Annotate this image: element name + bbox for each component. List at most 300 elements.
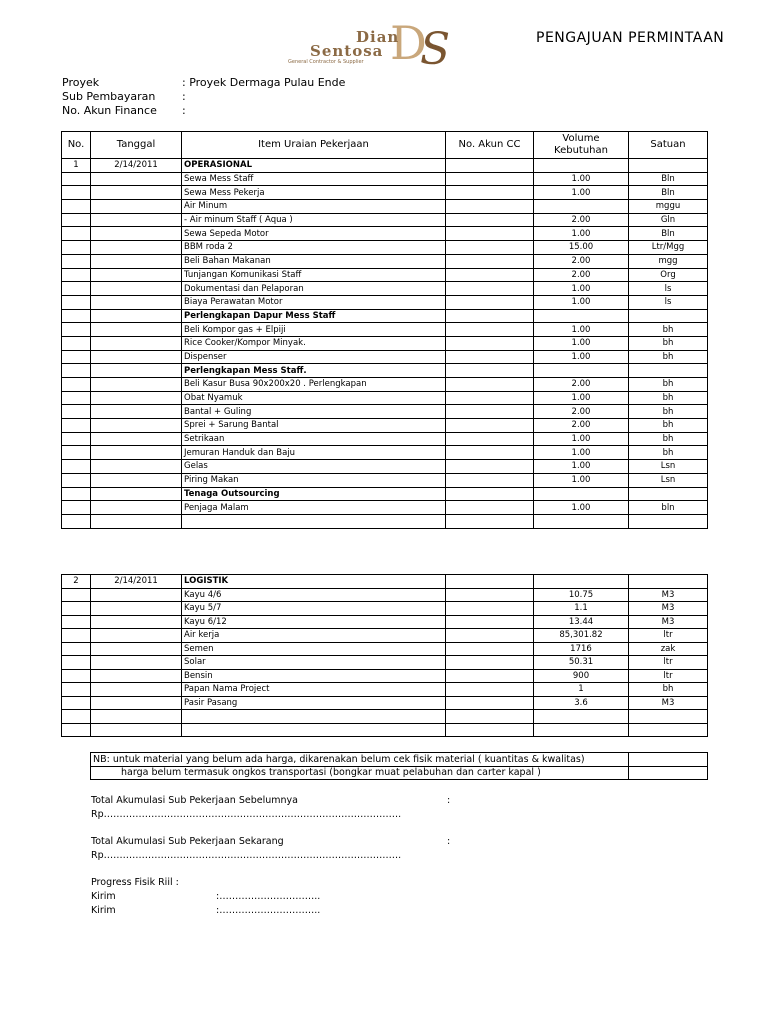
table-row (62, 213, 708, 227)
table-body (62, 575, 708, 737)
table-row (62, 405, 708, 419)
kirim-label-1: Kirim (91, 891, 116, 902)
cell-no (62, 514, 91, 528)
cell-volume: 1.00 (534, 350, 629, 364)
cell-volume: 13.44 (534, 615, 629, 629)
cell-unit: mggu (629, 200, 708, 214)
cell-date (91, 282, 182, 296)
cell-date (91, 309, 182, 323)
cell-item: Gelas (182, 460, 446, 474)
cell-volume: 1716 (534, 642, 629, 656)
cell-date (91, 350, 182, 364)
cell-item: - Air minum Staff ( Aqua ) (182, 213, 446, 227)
meta-value: : (182, 104, 186, 117)
cell-unit: ls (629, 282, 708, 296)
cell-unit: zak (629, 642, 708, 656)
cell-akun-cc (446, 432, 534, 446)
cell-date (91, 200, 182, 214)
cell-no (62, 642, 91, 656)
cell-date (91, 172, 182, 186)
col-header-tanggal: Tanggal (91, 132, 182, 159)
cell-unit: bh (629, 432, 708, 446)
cell-no (62, 501, 91, 515)
cell-unit: mgg (629, 254, 708, 268)
cell-no (62, 473, 91, 487)
cell-akun-cc (446, 159, 534, 173)
cell-akun-cc (446, 656, 534, 670)
table-row (62, 391, 708, 405)
cell-item: Beli Kompor gas + Elpiji (182, 323, 446, 337)
meta-label: Sub Pembayaran (62, 90, 156, 103)
cell-volume (534, 710, 629, 724)
cell-no (62, 200, 91, 214)
table-header-row (62, 132, 708, 159)
cell-no (62, 254, 91, 268)
cell-unit (629, 364, 708, 378)
table-row (62, 602, 708, 616)
table-row (62, 282, 708, 296)
cell-akun-cc (446, 602, 534, 616)
cell-date (91, 432, 182, 446)
total-curr-colon: : (447, 836, 451, 847)
cell-unit: M3 (629, 602, 708, 616)
cell-item: Kayu 4/6 (182, 588, 446, 602)
note-line-1: NB: untuk material yang belum ada harga, dikarenakan belum cek fisik material ( kuantitas & kwalitas) (91, 753, 629, 767)
cell-akun-cc (446, 241, 534, 255)
cell-no (62, 309, 91, 323)
table-row (62, 588, 708, 602)
cell-unit: bln (629, 501, 708, 515)
table-row (62, 323, 708, 337)
cell-no (62, 268, 91, 282)
document-title: PENGAJUAN PERMINTAAN (536, 30, 725, 46)
cell-akun-cc (446, 227, 534, 241)
cell-unit: bh (629, 419, 708, 433)
cell-akun-cc (446, 364, 534, 378)
table-row (62, 629, 708, 643)
cell-volume: 2.00 (534, 213, 629, 227)
table-row (62, 710, 708, 724)
cell-item: BBM roda 2 (182, 241, 446, 255)
meta-label: Proyek (62, 76, 100, 89)
cell-akun-cc (446, 642, 534, 656)
cell-akun-cc (446, 391, 534, 405)
cell-volume: 2.00 (534, 378, 629, 392)
cell-item: Pasir Pasang (182, 696, 446, 710)
table-row (62, 514, 708, 528)
cell-no (62, 588, 91, 602)
table-row (62, 350, 708, 364)
cell-item (182, 514, 446, 528)
cell-item: Tunjangan Komunikasi Staff (182, 268, 446, 282)
cell-date: 2/14/2011 (91, 159, 182, 173)
table-row (62, 656, 708, 670)
cell-item: Sewa Sepeda Motor (182, 227, 446, 241)
cell-no (62, 350, 91, 364)
cell-volume: 1.00 (534, 336, 629, 350)
cell-no (62, 710, 91, 724)
cell-item: Kayu 6/12 (182, 615, 446, 629)
cell-akun-cc (446, 213, 534, 227)
table-row (62, 227, 708, 241)
cell-date (91, 378, 182, 392)
cell-date (91, 446, 182, 460)
cell-volume: 1.00 (534, 172, 629, 186)
cell-no (62, 405, 91, 419)
cell-akun-cc (446, 254, 534, 268)
cell-unit: M3 (629, 615, 708, 629)
cell-date (91, 669, 182, 683)
table-row (62, 295, 708, 309)
cell-akun-cc (446, 696, 534, 710)
cell-volume: 85,301.82 (534, 629, 629, 643)
cell-volume: 10.75 (534, 588, 629, 602)
cell-no (62, 213, 91, 227)
cell-unit: Org (629, 268, 708, 282)
kirim-label-2: Kirim (91, 905, 116, 916)
cell-item: Bensin (182, 669, 446, 683)
cell-akun-cc (446, 683, 534, 697)
cell-item: Piring Makan (182, 473, 446, 487)
cell-date (91, 419, 182, 433)
cell-date (91, 473, 182, 487)
cell-date (91, 696, 182, 710)
cell-unit: M3 (629, 588, 708, 602)
cell-date (91, 514, 182, 528)
cell-no (62, 487, 91, 501)
table-row (62, 642, 708, 656)
cell-item: Sewa Mess Pekerja (182, 186, 446, 200)
cell-date (91, 723, 182, 737)
cell-unit: Bln (629, 172, 708, 186)
cell-no (62, 446, 91, 460)
cell-item: Sprei + Sarung Bantal (182, 419, 446, 433)
cell-volume: 50.31 (534, 656, 629, 670)
cell-no (62, 295, 91, 309)
cell-unit: bh (629, 683, 708, 697)
cell-akun-cc (446, 473, 534, 487)
cell-unit: bh (629, 391, 708, 405)
cell-unit: bh (629, 446, 708, 460)
table-row (62, 378, 708, 392)
request-table-logistik (61, 574, 708, 737)
cell-no (62, 378, 91, 392)
cell-date (91, 501, 182, 515)
cell-no (62, 336, 91, 350)
cell-volume: 3.6 (534, 696, 629, 710)
cell-item: LOGISTIK (182, 575, 446, 589)
cell-item: OPERASIONAL (182, 159, 446, 173)
cell-volume: 1.00 (534, 501, 629, 515)
cell-unit: Lsn (629, 460, 708, 474)
cell-unit: bh (629, 378, 708, 392)
cell-item: Semen (182, 642, 446, 656)
cell-date (91, 227, 182, 241)
cell-no: 2 (62, 575, 91, 589)
cell-item: Papan Nama Project (182, 683, 446, 697)
cell-volume: 2.00 (534, 254, 629, 268)
cell-volume: 1.00 (534, 323, 629, 337)
col-header-item: Item Uraian Pekerjaan (182, 132, 446, 159)
cell-akun-cc (446, 172, 534, 186)
table-row (62, 723, 708, 737)
table-row (62, 159, 708, 173)
cell-no (62, 391, 91, 405)
cell-item: Bantal + Guling (182, 405, 446, 419)
cell-date (91, 241, 182, 255)
logo-name-line1: Dian (356, 28, 400, 46)
cell-item: Dokumentasi dan Pelaporan (182, 282, 446, 296)
cell-akun-cc (446, 710, 534, 724)
cell-volume: 1.00 (534, 186, 629, 200)
table-row (62, 473, 708, 487)
cell-date (91, 405, 182, 419)
col-header-akun-cc: No. Akun CC (446, 132, 534, 159)
cell-akun-cc (446, 268, 534, 282)
cell-item: Rice Cooker/Kompor Minyak. (182, 336, 446, 350)
total-prev-rp: Rp…………………………………………………………………………………. (91, 809, 402, 820)
cell-no (62, 227, 91, 241)
cell-akun-cc (446, 723, 534, 737)
kirim-value-1: :………………………….. (216, 891, 321, 902)
logo-mark-d: D (390, 16, 427, 70)
cell-date (91, 588, 182, 602)
cell-date (91, 336, 182, 350)
cell-item (182, 723, 446, 737)
cell-item: Obat Nyamuk (182, 391, 446, 405)
cell-item: Perlengkapan Mess Staff. (182, 364, 446, 378)
cell-item: Air kerja (182, 629, 446, 643)
cell-item: Kayu 5/7 (182, 602, 446, 616)
cell-item: Tenaga Outsourcing (182, 487, 446, 501)
cell-date (91, 487, 182, 501)
cell-akun-cc (446, 487, 534, 501)
cell-date (91, 615, 182, 629)
note-box (90, 752, 708, 780)
cell-unit: bh (629, 350, 708, 364)
cell-no (62, 696, 91, 710)
cell-akun-cc (446, 309, 534, 323)
table-row (62, 683, 708, 697)
cell-no (62, 282, 91, 296)
table-row (62, 172, 708, 186)
table-row (62, 254, 708, 268)
table-row (62, 487, 708, 501)
cell-no (62, 432, 91, 446)
logo-mark-s: S (420, 24, 451, 75)
cell-date (91, 460, 182, 474)
table-body (62, 159, 708, 529)
cell-no: 1 (62, 159, 91, 173)
cell-volume: 2.00 (534, 419, 629, 433)
cell-volume (534, 200, 629, 214)
cell-akun-cc (446, 588, 534, 602)
cell-item: Beli Bahan Makanan (182, 254, 446, 268)
col-header-no: No. (62, 132, 91, 159)
table-row (62, 460, 708, 474)
cell-no (62, 323, 91, 337)
cell-item: Beli Kasur Busa 90x200x20 . Perlengkapan (182, 378, 446, 392)
cell-item: Perlengkapan Dapur Mess Staff (182, 309, 446, 323)
cell-date (91, 683, 182, 697)
cell-akun-cc (446, 446, 534, 460)
table-row (62, 575, 708, 589)
cell-date (91, 295, 182, 309)
cell-akun-cc (446, 350, 534, 364)
cell-date (91, 364, 182, 378)
cell-unit (629, 309, 708, 323)
cell-akun-cc (446, 514, 534, 528)
table-row (62, 268, 708, 282)
company-logo (288, 16, 478, 75)
cell-item (182, 710, 446, 724)
table-row (62, 432, 708, 446)
cell-date (91, 254, 182, 268)
cell-unit: bh (629, 336, 708, 350)
cell-item: Setrikaan (182, 432, 446, 446)
cell-akun-cc (446, 575, 534, 589)
total-curr-rp: Rp…………………………………………………………………………………. (91, 850, 402, 861)
col-header-volume: Volume Kebutuhan (534, 132, 629, 159)
cell-no (62, 602, 91, 616)
cell-akun-cc (446, 323, 534, 337)
cell-date (91, 268, 182, 282)
cell-akun-cc (446, 186, 534, 200)
table-row (62, 615, 708, 629)
table-row (62, 200, 708, 214)
cell-item: Penjaga Malam (182, 501, 446, 515)
cell-volume: 1.00 (534, 282, 629, 296)
cell-no (62, 460, 91, 474)
total-prev-colon: : (447, 795, 451, 806)
cell-no (62, 656, 91, 670)
cell-volume (534, 309, 629, 323)
cell-unit: bh (629, 405, 708, 419)
kirim-value-2: :………………………….. (216, 905, 321, 916)
table-row (62, 669, 708, 683)
cell-no (62, 615, 91, 629)
cell-item: Biaya Perawatan Motor (182, 295, 446, 309)
cell-unit (629, 710, 708, 724)
cell-akun-cc (446, 419, 534, 433)
cell-volume: 1.00 (534, 460, 629, 474)
cell-no (62, 419, 91, 433)
cell-akun-cc (446, 405, 534, 419)
cell-item: Air Minum (182, 200, 446, 214)
cell-volume: 1.00 (534, 391, 629, 405)
note-line-2 (91, 766, 629, 780)
cell-volume: 1.00 (534, 227, 629, 241)
cell-date (91, 629, 182, 643)
cell-item: Sewa Mess Staff (182, 172, 446, 186)
cell-unit: ltr (629, 656, 708, 670)
cell-volume (534, 159, 629, 173)
cell-unit (629, 514, 708, 528)
table-row (62, 446, 708, 460)
cell-unit: M3 (629, 696, 708, 710)
cell-volume: 1 (534, 683, 629, 697)
cell-date (91, 602, 182, 616)
logo-name-line2: Sentosa (310, 42, 384, 60)
meta-label: No. Akun Finance (62, 104, 157, 117)
cell-unit: Bln (629, 186, 708, 200)
cell-date (91, 710, 182, 724)
cell-akun-cc (446, 295, 534, 309)
cell-no (62, 629, 91, 643)
table-row (62, 186, 708, 200)
logo-tagline: General Contractor & Supplier (288, 59, 364, 65)
cell-unit: ls (629, 295, 708, 309)
cell-date (91, 391, 182, 405)
table-row (62, 241, 708, 255)
cell-volume: 1.1 (534, 602, 629, 616)
total-prev-label: Total Akumulasi Sub Pekerjaan Sebelumnya (91, 795, 298, 806)
progress-label: Progress Fisik Riil : (91, 877, 179, 888)
note-line-2-text: harga belum termasuk ongkos transportasi (bongkar muat pelabuhan dan carter kapal ) (121, 767, 541, 779)
cell-volume: 1.00 (534, 446, 629, 460)
cell-no (62, 172, 91, 186)
total-curr-label: Total Akumulasi Sub Pekerjaan Sekarang (91, 836, 284, 847)
cell-unit (629, 159, 708, 173)
cell-akun-cc (446, 282, 534, 296)
cell-volume: 2.00 (534, 405, 629, 419)
cell-akun-cc (446, 615, 534, 629)
cell-no (62, 683, 91, 697)
cell-date (91, 186, 182, 200)
table-row (62, 501, 708, 515)
cell-unit (629, 575, 708, 589)
cell-unit: Lsn (629, 473, 708, 487)
cell-akun-cc (446, 501, 534, 515)
cell-volume (534, 723, 629, 737)
cell-unit: bh (629, 323, 708, 337)
table-row (62, 419, 708, 433)
cell-unit (629, 723, 708, 737)
cell-volume: 900 (534, 669, 629, 683)
cell-no (62, 186, 91, 200)
table-row (62, 696, 708, 710)
table-row (62, 364, 708, 378)
table-row (62, 309, 708, 323)
cell-volume: 1.00 (534, 432, 629, 446)
cell-no (62, 669, 91, 683)
cell-no (62, 723, 91, 737)
table-row (62, 336, 708, 350)
cell-date (91, 642, 182, 656)
cell-volume: 15.00 (534, 241, 629, 255)
cell-akun-cc (446, 200, 534, 214)
cell-item: Jemuran Handuk dan Baju (182, 446, 446, 460)
cell-date: 2/14/2011 (91, 575, 182, 589)
cell-volume (534, 514, 629, 528)
cell-volume: 2.00 (534, 268, 629, 282)
cell-date (91, 656, 182, 670)
cell-unit: ltr (629, 629, 708, 643)
cell-akun-cc (446, 378, 534, 392)
cell-volume (534, 575, 629, 589)
col-header-satuan: Satuan (629, 132, 708, 159)
cell-volume (534, 487, 629, 501)
cell-volume: 1.00 (534, 473, 629, 487)
cell-unit: Bln (629, 227, 708, 241)
cell-akun-cc (446, 460, 534, 474)
cell-date (91, 323, 182, 337)
cell-akun-cc (446, 669, 534, 683)
cell-date (91, 213, 182, 227)
cell-akun-cc (446, 629, 534, 643)
cell-unit: Gln (629, 213, 708, 227)
request-table-operasional (61, 131, 708, 529)
